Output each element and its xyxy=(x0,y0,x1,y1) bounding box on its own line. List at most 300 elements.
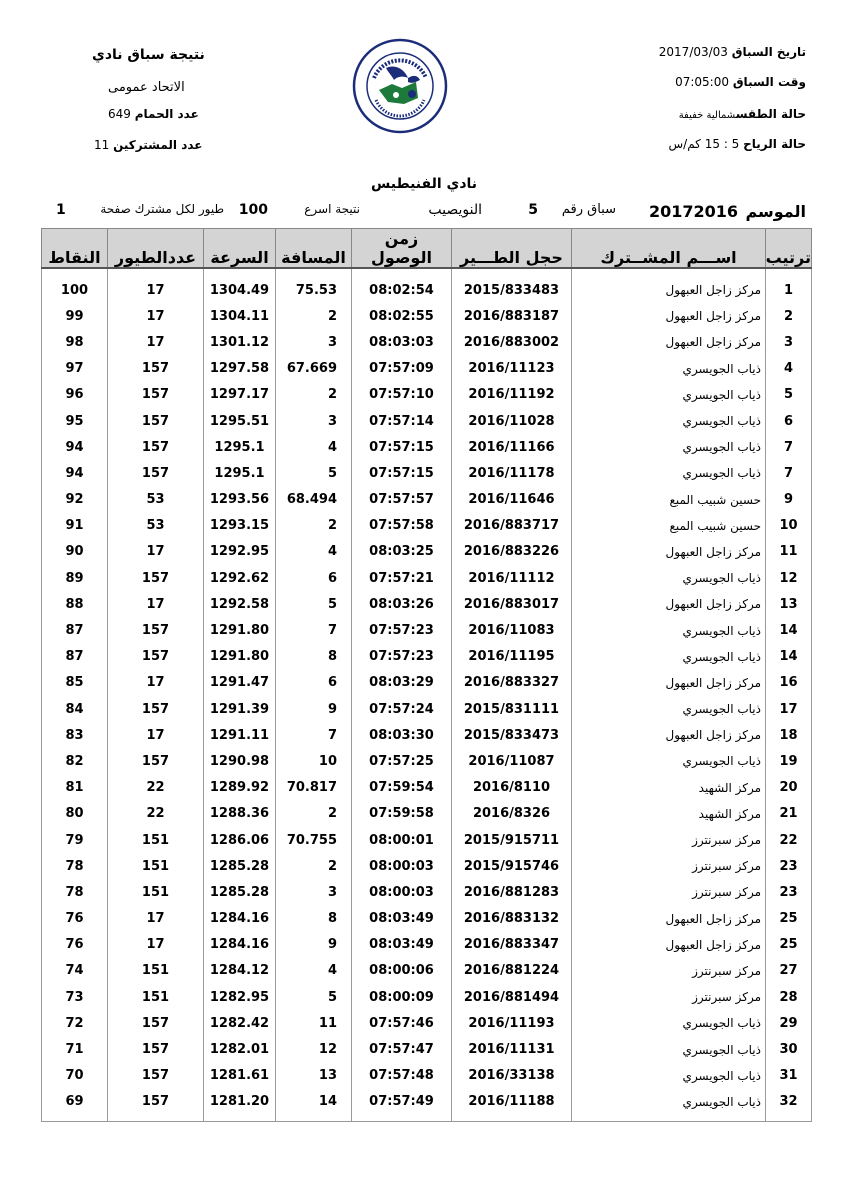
ring-cell: 2016/8110 xyxy=(452,775,572,801)
speed-cell: 1285.28 xyxy=(204,853,276,879)
table-row xyxy=(42,382,812,408)
member-cell: ذياب الجويسري xyxy=(572,408,766,434)
table-row xyxy=(42,775,812,801)
speed-cell: 1281.20 xyxy=(204,1089,276,1122)
page-title: نتيجة سباق نادي xyxy=(92,47,205,63)
member-cell: مركز زاجل العبهول xyxy=(572,722,766,748)
wind-value: 5 : 15 كم/س xyxy=(668,137,740,151)
ring-cell: 2016/883002 xyxy=(452,329,572,355)
member-cell: مركز سبرنترز xyxy=(572,879,766,905)
distance-cell: 2 xyxy=(276,513,352,539)
table-row xyxy=(42,617,812,643)
arrival-cell: 07:57:15 xyxy=(352,434,452,460)
birds-cell: 17 xyxy=(108,906,204,932)
rank-cell: 6 xyxy=(766,408,812,434)
rank-cell: 7 xyxy=(766,460,812,486)
participants-value: 11 xyxy=(94,138,110,152)
speed-cell: 1301.12 xyxy=(204,329,276,355)
table-row xyxy=(42,434,812,460)
ring-cell: 2016/11112 xyxy=(452,565,572,591)
arrival-cell: 07:57:47 xyxy=(352,1036,452,1062)
member-cell: ذياب الجويسري xyxy=(572,1063,766,1089)
birds-cell: 22 xyxy=(108,775,204,801)
ring-cell: 2016/11087 xyxy=(452,748,572,774)
distance-cell: 67.669 xyxy=(276,356,352,382)
arrival-cell: 07:57:58 xyxy=(352,513,452,539)
distance-cell: 10 xyxy=(276,748,352,774)
distance-cell: 2 xyxy=(276,303,352,329)
ring-cell: 2015/833483 xyxy=(452,268,572,303)
points-cell: 76 xyxy=(42,906,108,932)
kuwait-federation-logo-icon xyxy=(352,38,448,134)
birds-cell: 17 xyxy=(108,591,204,617)
points-cell: 72 xyxy=(42,1010,108,1036)
points-cell: 91 xyxy=(42,513,108,539)
ring-cell: 2016/883187 xyxy=(452,303,572,329)
member-cell: مركز سبرنترز xyxy=(572,984,766,1010)
result-label: نتيجة اسرع xyxy=(304,202,360,216)
birds-cell: 157 xyxy=(108,434,204,460)
speed-cell: 1304.49 xyxy=(204,268,276,303)
rank-cell: 29 xyxy=(766,1010,812,1036)
table-row xyxy=(42,268,812,303)
col-member: اســـم المشــترك xyxy=(572,229,766,269)
rank-cell: 13 xyxy=(766,591,812,617)
arrival-cell: 08:00:06 xyxy=(352,958,452,984)
speed-cell: 1291.47 xyxy=(204,670,276,696)
distance-cell: 70.817 xyxy=(276,775,352,801)
per-member-label: طيور لكل مشترك صفحة xyxy=(100,202,224,216)
speed-cell: 1284.16 xyxy=(204,906,276,932)
speed-cell: 1282.95 xyxy=(204,984,276,1010)
arrival-cell: 07:57:24 xyxy=(352,696,452,722)
member-cell: ذياب الجويسري xyxy=(572,617,766,643)
distance-cell: 5 xyxy=(276,591,352,617)
distance-cell: 8 xyxy=(276,906,352,932)
birds-cell: 151 xyxy=(108,879,204,905)
arrival-cell: 08:02:54 xyxy=(352,268,452,303)
arrival-cell: 08:00:01 xyxy=(352,827,452,853)
birds-cell: 17 xyxy=(108,932,204,958)
member-cell: مركز سبرنترز xyxy=(572,827,766,853)
table-row xyxy=(42,356,812,382)
table-header-row xyxy=(42,229,812,269)
table-row xyxy=(42,460,812,486)
points-cell: 73 xyxy=(42,984,108,1010)
birds-cell: 157 xyxy=(108,1089,204,1122)
distance-cell: 4 xyxy=(276,539,352,565)
birds-cell: 17 xyxy=(108,670,204,696)
season-value: 20172016 xyxy=(648,202,738,221)
points-cell: 99 xyxy=(42,303,108,329)
member-cell: ذياب الجويسري xyxy=(572,434,766,460)
col-birds: عددالطيور xyxy=(108,229,204,269)
col-distance: المسافة xyxy=(276,229,352,269)
birds-cell: 157 xyxy=(108,1010,204,1036)
distance-cell: 5 xyxy=(276,460,352,486)
distance-cell: 2 xyxy=(276,853,352,879)
distance-cell: 3 xyxy=(276,329,352,355)
birds-cell: 157 xyxy=(108,356,204,382)
birds-cell: 157 xyxy=(108,1063,204,1089)
distance-cell: 68.494 xyxy=(276,487,352,513)
points-cell: 81 xyxy=(42,775,108,801)
rank-cell: 31 xyxy=(766,1063,812,1089)
member-cell: ذياب الجويسري xyxy=(572,382,766,408)
distance-cell: 14 xyxy=(276,1089,352,1122)
arrival-cell: 07:57:10 xyxy=(352,382,452,408)
participants-label: عدد المشتركين xyxy=(113,138,203,152)
member-cell: مركز الشهيد xyxy=(572,775,766,801)
rank-cell: 1 xyxy=(766,268,812,303)
distance-cell: 7 xyxy=(276,722,352,748)
table-row xyxy=(42,958,812,984)
distance-cell: 9 xyxy=(276,932,352,958)
member-cell: ذياب الجويسري xyxy=(572,748,766,774)
table-row xyxy=(42,644,812,670)
race-time-value: 07:05:00 xyxy=(675,75,729,89)
speed-cell: 1282.42 xyxy=(204,1010,276,1036)
ring-cell: 2016/11166 xyxy=(452,434,572,460)
distance-cell: 5 xyxy=(276,984,352,1010)
rank-cell: 21 xyxy=(766,801,812,827)
table-row xyxy=(42,303,812,329)
speed-cell: 1282.01 xyxy=(204,1036,276,1062)
table-row xyxy=(42,513,812,539)
arrival-cell: 07:57:23 xyxy=(352,617,452,643)
member-cell: مركز زاجل العبهول xyxy=(572,906,766,932)
member-cell: مركز زاجل العبهول xyxy=(572,591,766,617)
speed-cell: 1285.28 xyxy=(204,879,276,905)
table-row xyxy=(42,565,812,591)
col-ring: حجل الطـــير xyxy=(452,229,572,269)
rank-cell: 9 xyxy=(766,487,812,513)
ring-cell: 2016/11123 xyxy=(452,356,572,382)
arrival-cell: 07:59:58 xyxy=(352,801,452,827)
member-cell: ذياب الجويسري xyxy=(572,565,766,591)
arrival-cell: 07:57:23 xyxy=(352,644,452,670)
birds-cell: 17 xyxy=(108,303,204,329)
points-cell: 94 xyxy=(42,460,108,486)
participants-count xyxy=(94,138,203,152)
birds-cell: 17 xyxy=(108,329,204,355)
speed-cell: 1288.36 xyxy=(204,801,276,827)
points-cell: 78 xyxy=(42,879,108,905)
race-date-label: تاريخ السباق xyxy=(731,45,806,59)
points-cell: 83 xyxy=(42,722,108,748)
table-row xyxy=(42,932,812,958)
rank-cell: 20 xyxy=(766,775,812,801)
table-row xyxy=(42,1010,812,1036)
points-cell: 95 xyxy=(42,408,108,434)
arrival-cell: 08:00:03 xyxy=(352,853,452,879)
ring-cell: 2016/883717 xyxy=(452,513,572,539)
distance-cell: 13 xyxy=(276,1063,352,1089)
points-cell: 69 xyxy=(42,1089,108,1122)
arrival-cell: 08:03:25 xyxy=(352,539,452,565)
distance-cell: 3 xyxy=(276,879,352,905)
speed-cell: 1292.95 xyxy=(204,539,276,565)
race-time xyxy=(675,75,806,89)
weather-label: حالة الطقس xyxy=(735,107,806,121)
distance-cell: 3 xyxy=(276,408,352,434)
speed-cell: 1286.06 xyxy=(204,827,276,853)
birds-cell: 17 xyxy=(108,268,204,303)
distance-cell: 7 xyxy=(276,617,352,643)
page-number: 1 xyxy=(56,202,66,218)
member-cell: ذياب الجويسري xyxy=(572,696,766,722)
birds-cell: 157 xyxy=(108,696,204,722)
birds-cell: 151 xyxy=(108,984,204,1010)
distance-cell: 12 xyxy=(276,1036,352,1062)
points-cell: 82 xyxy=(42,748,108,774)
distance-cell: 2 xyxy=(276,382,352,408)
federation: الاتحاد عمومى xyxy=(108,80,185,95)
member-cell: حسين شبيب المبع xyxy=(572,487,766,513)
birds-cell: 53 xyxy=(108,513,204,539)
rank-cell: 27 xyxy=(766,958,812,984)
wind xyxy=(669,137,807,151)
ring-cell: 2016/883226 xyxy=(452,539,572,565)
ring-cell: 2016/11193 xyxy=(452,1010,572,1036)
table-row xyxy=(42,801,812,827)
arrival-cell: 08:00:03 xyxy=(352,879,452,905)
speed-cell: 1293.15 xyxy=(204,513,276,539)
speed-cell: 1304.11 xyxy=(204,303,276,329)
ring-cell: 2016/11188 xyxy=(452,1089,572,1122)
rank-cell: 4 xyxy=(766,356,812,382)
birds-cell: 17 xyxy=(108,722,204,748)
ring-cell: 2016/881224 xyxy=(452,958,572,984)
member-cell: ذياب الجويسري xyxy=(572,1010,766,1036)
arrival-cell: 07:57:46 xyxy=(352,1010,452,1036)
speed-cell: 1291.11 xyxy=(204,722,276,748)
member-cell: مركز زاجل العبهول xyxy=(572,268,766,303)
points-cell: 87 xyxy=(42,617,108,643)
distance-cell: 2 xyxy=(276,801,352,827)
points-cell: 89 xyxy=(42,565,108,591)
points-cell: 78 xyxy=(42,853,108,879)
results-table xyxy=(41,228,812,1122)
speed-cell: 1297.17 xyxy=(204,382,276,408)
table-row xyxy=(42,1036,812,1062)
birds-cell: 151 xyxy=(108,853,204,879)
rank-cell: 10 xyxy=(766,513,812,539)
ring-cell: 2015/915711 xyxy=(452,827,572,853)
points-cell: 88 xyxy=(42,591,108,617)
race-date-value: 2017/03/03 xyxy=(658,45,728,59)
birds-cell: 22 xyxy=(108,801,204,827)
member-cell: ذياب الجويسري xyxy=(572,644,766,670)
table-row xyxy=(42,408,812,434)
arrival-cell: 07:57:09 xyxy=(352,356,452,382)
rank-cell: 23 xyxy=(766,853,812,879)
points-cell: 87 xyxy=(42,644,108,670)
result-count: 100 xyxy=(238,202,268,218)
col-points: النقاط xyxy=(42,229,108,269)
distance-cell: 6 xyxy=(276,670,352,696)
rank-cell: 16 xyxy=(766,670,812,696)
birds-cell: 157 xyxy=(108,382,204,408)
weather-value: شمالية خفيفة xyxy=(678,110,736,121)
birds-cell: 157 xyxy=(108,565,204,591)
race-date xyxy=(659,45,806,59)
birds-cell: 157 xyxy=(108,617,204,643)
wind-label: حالة الرياح xyxy=(743,137,806,151)
speed-cell: 1292.62 xyxy=(204,565,276,591)
club-name: نادي الفنيطيس xyxy=(370,176,478,192)
weather xyxy=(679,107,806,121)
rank-cell: 5 xyxy=(766,382,812,408)
table-row xyxy=(42,722,812,748)
ring-cell: 2015/915746 xyxy=(452,853,572,879)
member-cell: مركز زاجل العبهول xyxy=(572,329,766,355)
speed-cell: 1291.80 xyxy=(204,644,276,670)
rank-cell: 25 xyxy=(766,906,812,932)
ring-cell: 2016/11646 xyxy=(452,487,572,513)
distance-cell: 11 xyxy=(276,1010,352,1036)
birds-cell: 17 xyxy=(108,539,204,565)
speed-cell: 1281.61 xyxy=(204,1063,276,1089)
ring-cell: 2016/11195 xyxy=(452,644,572,670)
points-cell: 90 xyxy=(42,539,108,565)
points-cell: 92 xyxy=(42,487,108,513)
member-cell: مركز زاجل العبهول xyxy=(572,539,766,565)
table-row xyxy=(42,748,812,774)
ring-cell: 2016/11192 xyxy=(452,382,572,408)
rank-cell: 7 xyxy=(766,434,812,460)
table-row xyxy=(42,984,812,1010)
arrival-cell: 07:59:54 xyxy=(352,775,452,801)
table-row xyxy=(42,539,812,565)
rank-cell: 17 xyxy=(766,696,812,722)
ring-cell: 2016/33138 xyxy=(452,1063,572,1089)
arrival-cell: 07:57:25 xyxy=(352,748,452,774)
table-row xyxy=(42,879,812,905)
member-cell: ذياب الجويسري xyxy=(572,1089,766,1122)
member-cell: ذياب الجويسري xyxy=(572,356,766,382)
distance-cell: 8 xyxy=(276,644,352,670)
rank-cell: 11 xyxy=(766,539,812,565)
arrival-cell: 08:03:03 xyxy=(352,329,452,355)
pigeons-label: عدد الحمام xyxy=(134,107,199,121)
distance-cell: 9 xyxy=(276,696,352,722)
col-speed: السرعة xyxy=(204,229,276,269)
race-time-label: وقت السباق xyxy=(732,75,806,89)
speed-cell: 1295.51 xyxy=(204,408,276,434)
arrival-cell: 07:57:15 xyxy=(352,460,452,486)
speed-cell: 1295.1 xyxy=(204,460,276,486)
member-cell: مركز زاجل العبهول xyxy=(572,670,766,696)
arrival-cell: 08:03:29 xyxy=(352,670,452,696)
rank-cell: 23 xyxy=(766,879,812,905)
points-cell: 96 xyxy=(42,382,108,408)
member-cell: مركز زاجل العبهول xyxy=(572,303,766,329)
member-cell: مركز الشهيد xyxy=(572,801,766,827)
member-cell: حسين شبيب المبع xyxy=(572,513,766,539)
table-row xyxy=(42,487,812,513)
season-label: الموسم xyxy=(745,202,806,221)
speed-cell: 1284.12 xyxy=(204,958,276,984)
distance-cell: 75.53 xyxy=(276,268,352,303)
speed-cell: 1297.58 xyxy=(204,356,276,382)
rank-cell: 2 xyxy=(766,303,812,329)
ring-cell: 2016/883017 xyxy=(452,591,572,617)
distance-cell: 6 xyxy=(276,565,352,591)
race-name: النويصيب xyxy=(428,202,482,218)
points-cell: 98 xyxy=(42,329,108,355)
arrival-cell: 08:03:26 xyxy=(352,591,452,617)
arrival-cell: 07:57:21 xyxy=(352,565,452,591)
points-cell: 85 xyxy=(42,670,108,696)
rank-cell: 19 xyxy=(766,748,812,774)
ring-cell: 2016/11131 xyxy=(452,1036,572,1062)
distance-cell: 4 xyxy=(276,958,352,984)
table-row xyxy=(42,670,812,696)
birds-cell: 157 xyxy=(108,460,204,486)
speed-cell: 1295.1 xyxy=(204,434,276,460)
distance-cell: 70.755 xyxy=(276,827,352,853)
rank-cell: 22 xyxy=(766,827,812,853)
speed-cell: 1291.39 xyxy=(204,696,276,722)
ring-cell: 2016/883132 xyxy=(452,906,572,932)
race-number: 5 xyxy=(528,202,538,218)
rank-cell: 28 xyxy=(766,984,812,1010)
points-cell: 70 xyxy=(42,1063,108,1089)
speed-cell: 1290.98 xyxy=(204,748,276,774)
points-cell: 76 xyxy=(42,932,108,958)
speed-cell: 1292.58 xyxy=(204,591,276,617)
rank-cell: 12 xyxy=(766,565,812,591)
rank-cell: 25 xyxy=(766,932,812,958)
table-row xyxy=(42,591,812,617)
ring-cell: 2016/881494 xyxy=(452,984,572,1010)
arrival-cell: 08:03:49 xyxy=(352,906,452,932)
ring-cell: 2016/883327 xyxy=(452,670,572,696)
table-row xyxy=(42,1063,812,1089)
ring-cell: 2016/11083 xyxy=(452,617,572,643)
ring-cell: 2016/11178 xyxy=(452,460,572,486)
rank-cell: 3 xyxy=(766,329,812,355)
arrival-cell: 07:57:49 xyxy=(352,1089,452,1122)
points-cell: 80 xyxy=(42,801,108,827)
arrival-cell: 08:03:49 xyxy=(352,932,452,958)
ring-cell: 2015/831111 xyxy=(452,696,572,722)
arrival-cell: 08:03:30 xyxy=(352,722,452,748)
arrival-cell: 07:57:14 xyxy=(352,408,452,434)
birds-cell: 157 xyxy=(108,408,204,434)
birds-cell: 151 xyxy=(108,827,204,853)
ring-cell: 2016/881283 xyxy=(452,879,572,905)
speed-cell: 1284.16 xyxy=(204,932,276,958)
birds-cell: 53 xyxy=(108,487,204,513)
col-arrival: زمن الوصول xyxy=(352,229,452,269)
arrival-cell: 07:57:48 xyxy=(352,1063,452,1089)
distance-cell: 4 xyxy=(276,434,352,460)
table-row xyxy=(42,827,812,853)
points-cell: 74 xyxy=(42,958,108,984)
table-row xyxy=(42,696,812,722)
ring-cell: 2016/8326 xyxy=(452,801,572,827)
speed-cell: 1293.56 xyxy=(204,487,276,513)
table-row xyxy=(42,906,812,932)
arrival-cell: 08:02:55 xyxy=(352,303,452,329)
arrival-cell: 07:57:57 xyxy=(352,487,452,513)
rank-cell: 14 xyxy=(766,617,812,643)
rank-cell: 18 xyxy=(766,722,812,748)
member-cell: ذياب الجويسري xyxy=(572,1036,766,1062)
birds-cell: 157 xyxy=(108,1036,204,1062)
